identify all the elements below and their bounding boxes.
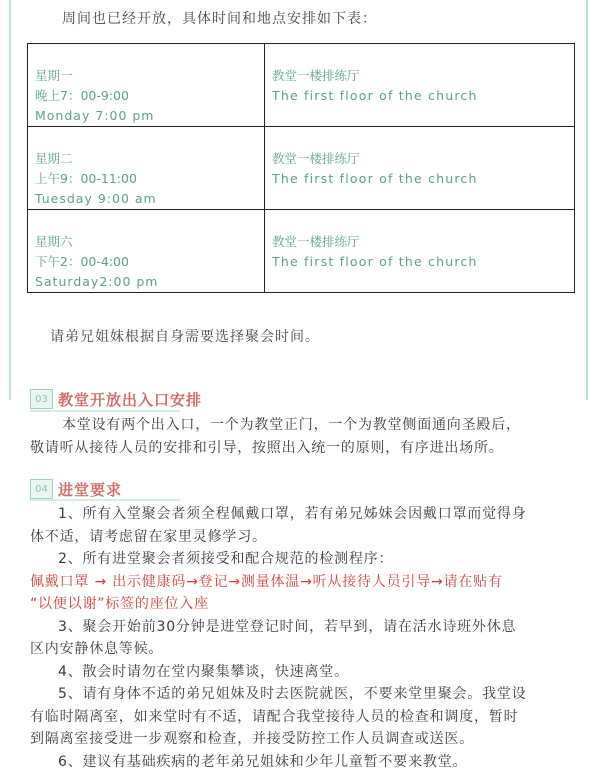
place-en-label: The first floor of the church xyxy=(272,169,574,189)
paragraph-line: 有临时隔离室，如来堂时有不适，请配合我堂接待人员的检查和调度，暂时 xyxy=(30,706,580,729)
paragraph-line: 1、所有入堂聚会者须全程佩戴口罩，若有弟兄姊妹会因戴口罩而觉得身 xyxy=(30,503,580,526)
day-label: 星期一 xyxy=(35,66,264,86)
paragraph-line: 2、所有进堂聚会者须接受和配合规范的检测程序： xyxy=(30,548,580,571)
paragraph-line: 敬请听从接待人员的安排和引导，按照出入统一的原则，有序进出场所。 xyxy=(30,437,580,460)
section-03-body xyxy=(30,414,580,459)
place-en-label: The first floor of the church xyxy=(272,252,574,272)
procedure-line: “以便以谢”标签的座位入座 xyxy=(30,593,580,616)
time-en-label: Saturday2:00 pm xyxy=(35,272,264,292)
procedure-line: 佩戴口罩 → 出示健康码→登记→测量体温→听从接待人员引导→请在贴有 xyxy=(30,571,580,594)
time-label: 上午9：00-11:00 xyxy=(35,169,264,189)
right-frame-border xyxy=(586,0,588,400)
place-label: 教堂一楼排练厅 xyxy=(272,66,574,86)
paragraph-line: 区内安静休息等候。 xyxy=(30,638,580,661)
schedule-table xyxy=(27,43,575,293)
day-label: 星期二 xyxy=(35,149,264,169)
paragraph-line: 体不适，请考虑留在家里灵修学习。 xyxy=(30,526,580,549)
section-04-body xyxy=(30,503,580,773)
time-label: 晚上7：00-9:00 xyxy=(35,86,264,106)
place-en-label: The first floor of the church xyxy=(272,86,574,106)
section-number-badge: 03 xyxy=(30,389,53,409)
place-label: 教堂一楼排练厅 xyxy=(272,149,574,169)
choose-time-note: 请弟兄姐妹根据自身需要选择聚会时间。 xyxy=(50,326,320,346)
paragraph-line: 4、散会时请勿在堂内聚集攀谈，快速离堂。 xyxy=(30,661,580,684)
paragraph-line: 本堂设有两个出入口，一个为教堂正门，一个为教堂侧面通向圣殿后， xyxy=(30,414,580,437)
time-en-label: Monday 7:00 pm xyxy=(35,106,264,126)
section-number-badge: 04 xyxy=(30,479,53,499)
paragraph-line: 5、请有身体不适的弟兄姐妹及时去医院就医，不要来堂里聚会。我堂设 xyxy=(30,683,580,706)
section-title: 进堂要求 xyxy=(58,479,122,500)
intro-text: 周间也已经开放，具体时间和地点安排如下表： xyxy=(62,8,377,28)
place-label: 教堂一楼排练厅 xyxy=(272,232,574,252)
section-underline xyxy=(30,499,180,501)
time-label: 下午2：00-4:00 xyxy=(35,252,264,272)
table-row xyxy=(28,127,575,210)
section-03-header xyxy=(30,387,202,411)
table-row xyxy=(28,44,575,127)
paragraph-line: 3、聚会开始前30分钟是进堂登记时间，若早到，请在活水诗班外休息 xyxy=(30,616,580,639)
table-row xyxy=(28,210,575,293)
time-en-label: Tuesday 9:00 am xyxy=(35,189,264,209)
section-underline xyxy=(30,410,180,412)
section-title: 教堂开放出入口安排 xyxy=(58,389,202,410)
section-04-header xyxy=(30,477,122,501)
left-frame-border xyxy=(9,0,11,400)
paragraph-line: 6、建议有基础疾病的老年弟兄姐妹和少年儿童暂不要来教堂。 xyxy=(30,751,580,773)
paragraph-line: 到隔离室接受进一步观察和检查，并接受防控工作人员调查或送医。 xyxy=(30,728,580,751)
day-label: 星期六 xyxy=(35,232,264,252)
